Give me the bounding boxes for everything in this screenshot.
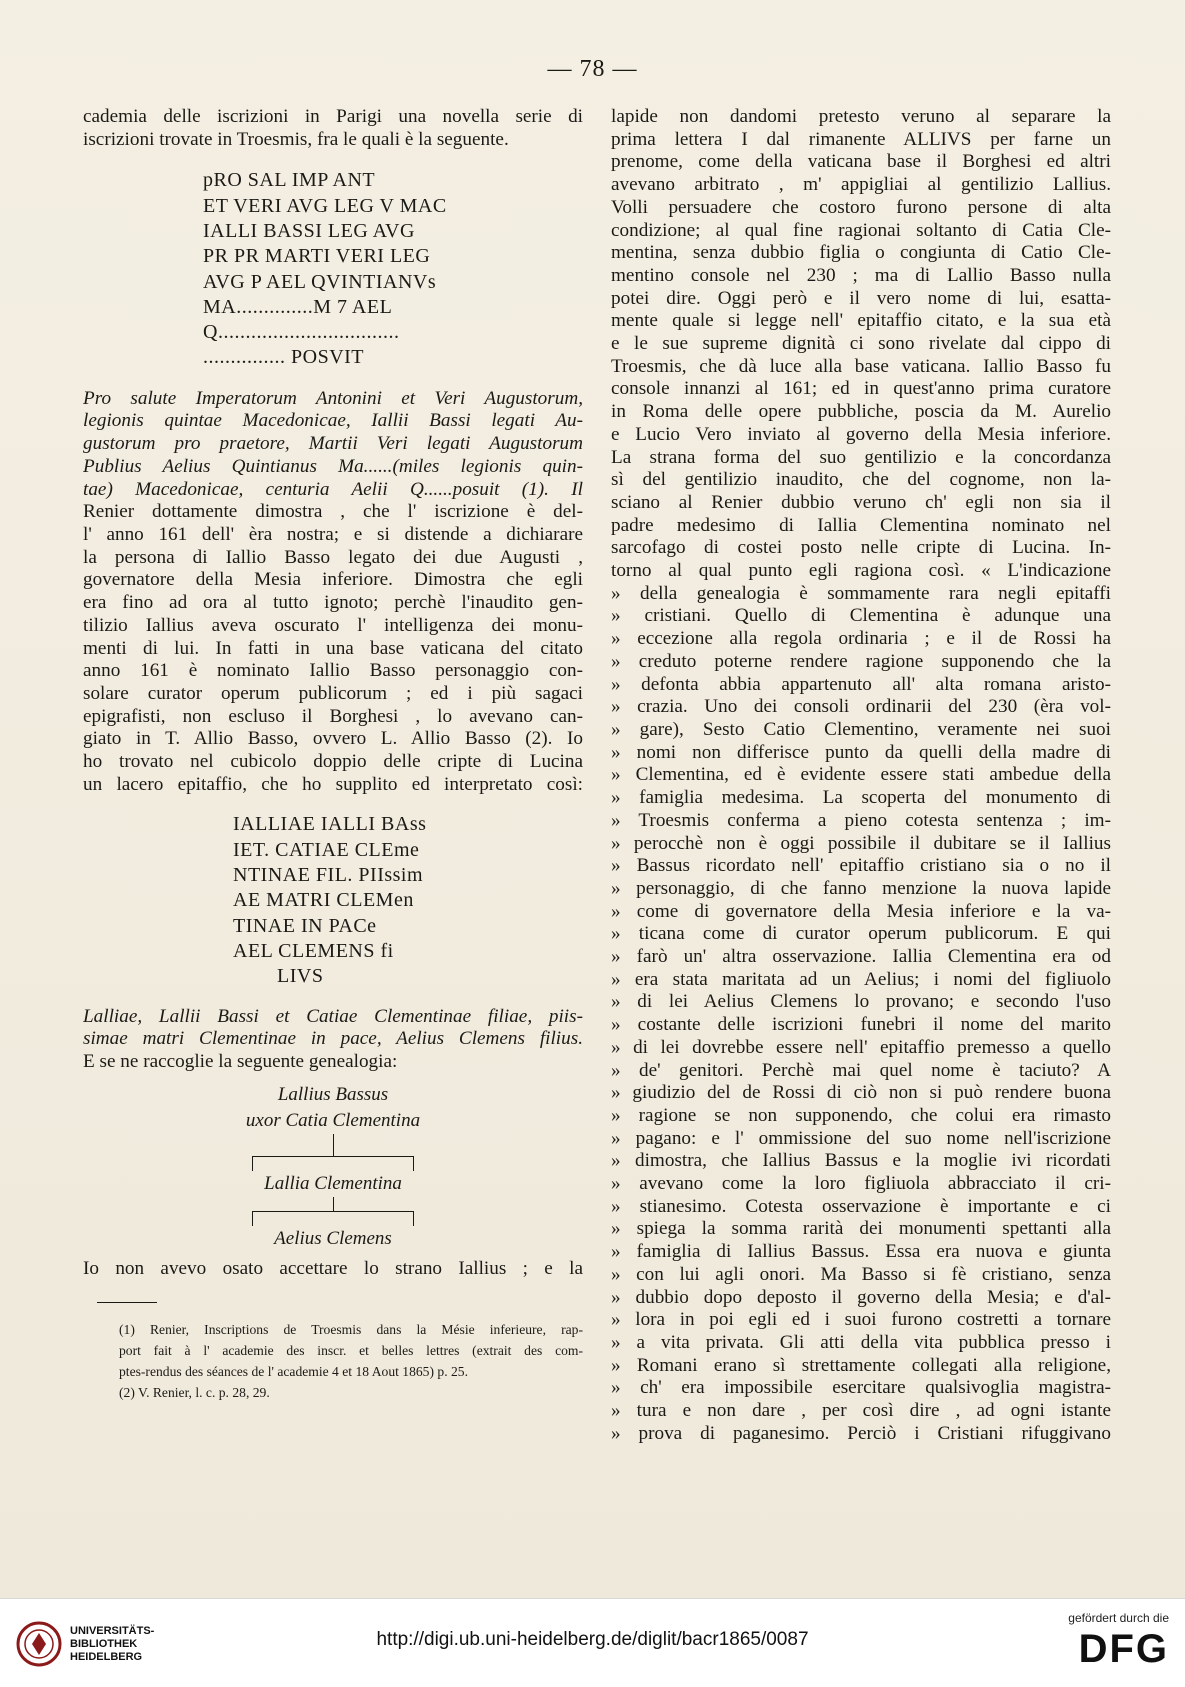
footnote-line: (1) Renier, Inscriptions de Troesmis dans la Mésie inferieure, rap-	[119, 1322, 583, 1338]
body-paragraph	[83, 501, 583, 796]
page-number: — 78 —	[547, 56, 638, 82]
text-line: » era stata maritata ad un Aelius; i nomi del figliuolo	[611, 968, 1111, 990]
text-line: » di lei dovrebbe essere nell' epitaffio premesso a quello	[611, 1036, 1111, 1058]
footnotes	[83, 1319, 583, 1403]
text-line: gustorum pro praetore, Martii Veri legati Augustorum	[83, 433, 583, 455]
genealogy-diagram	[113, 1082, 553, 1252]
text-line: » gare), Sesto Catio Clementino, veramente nei suoi	[611, 718, 1111, 740]
footnote-rule	[97, 1302, 157, 1303]
text-line: e Lucio Vero inviato al governo della Mesia inferiore.	[611, 423, 1111, 445]
library-name: UNIVERSITÄTS- BIBLIOTHEK HEIDELBERG	[70, 1624, 155, 1663]
text-line: » Bassus ricordato nell' epitaffio cristiano sia o no il	[611, 855, 1111, 877]
text-line: ET VERI AVG LEG V MAC	[203, 194, 447, 217]
genealogy-bracket	[252, 1211, 414, 1226]
text-line: sarcofago di costei posto nelle cripte di Lucina. In-	[611, 537, 1111, 559]
digitization-footer	[0, 1598, 1185, 1687]
text-line: mentino console nel 230 ; ma di Lallio Basso nulla	[611, 264, 1111, 286]
text-line: legionis quintae Macedonicae, Iallii Bassi legati Au-	[83, 410, 583, 432]
footnote-line: (2) V. Renier, l. c. p. 28, 29.	[119, 1385, 270, 1401]
inscription-troesmis	[203, 168, 583, 370]
text-line: Troesmis, che dà luce alla base vaticana. Iallio Basso fu	[611, 355, 1111, 377]
text-line: mente quale si legge nell' epitaffio citato, e la sua età	[611, 310, 1111, 332]
genealogy-bracket	[252, 1156, 414, 1171]
text-line: potei dire. Oggi però e il vero nome di lui, esatta-	[611, 287, 1111, 309]
text-line: anno 161 è nominato Iallio Basso personaggio con-	[83, 660, 583, 682]
dfg-logo[interactable]: DFG	[1078, 1627, 1169, 1671]
text-line: La strana forma del suo gentilizio e la concordanza	[611, 446, 1111, 468]
text-line: prima lettera I dal rimanente ALLIVS per farne un	[611, 128, 1111, 150]
text-line: cademia delle iscrizioni in Parigi una novella serie di	[83, 106, 583, 127]
text-line: » di lei Aelius Clemens lo provano; e secondo l'uso	[611, 991, 1111, 1013]
right-column	[611, 106, 1111, 1445]
text-line: Renier dottamente dimostra , che l' iscrizione è del-	[83, 501, 583, 523]
text-line: » personaggio, di che fanno menzione la nuova lapide	[611, 877, 1111, 899]
text-line: tilizio Iallius aveva oscurato l' intelligenza dei monu-	[83, 614, 583, 636]
inscription-lucina	[233, 812, 583, 989]
text-line: Volli persuadere che costoro furono persone di alta	[611, 196, 1111, 218]
text-line: » perocchè non è oggi possibile il dubitare se il Iallius	[611, 832, 1111, 854]
text-line: » nomi non differisce punto da quelli della madre di	[611, 741, 1111, 763]
text-line: menti di lui. In fatti in una base vaticana del citato	[83, 637, 583, 659]
text-line: padre medesimo di Iallia Clementina nominato nel	[611, 514, 1111, 536]
text-line: governatore della Mesia inferiore. Dimostra che egli	[83, 569, 583, 591]
text-line: » famiglia di Iallius Bassus. Essa era nuova e giunta	[611, 1241, 1111, 1263]
source-url[interactable]: http://digi.ub.uni-heidelberg.de/diglit/bacr1865/0087	[376, 1629, 809, 1650]
text-line: e le sue supreme dignità ci sono rivelate dal cippo di	[611, 333, 1111, 355]
text-line: IET. CATIAE CLEme	[233, 838, 420, 861]
text-line: » defonta abbia appartenuto all' alta romana aristo-	[611, 673, 1111, 695]
text-line: un lacero epitaffio, che ho supplito ed interpretato così:	[83, 773, 583, 795]
text-line: » spiega la somma rarità dei monumenti spettanti alla	[611, 1218, 1111, 1240]
text-line: l' anno 161 dell' èra nostra; e si distende a dichiarare	[83, 524, 583, 545]
text-line: AEL CLEMENS fi	[233, 939, 394, 962]
text-line: mentina, senza dubbio figlia o congiunta di Catio Cle-	[611, 242, 1111, 264]
genealogy-grandson: Aelius Clemens	[274, 1227, 392, 1249]
epitaph-translation	[83, 1006, 583, 1074]
text-line: AVG P AEL QVINTIANVs	[203, 270, 437, 293]
text-line: » prova di paganesimo. Perciò i Cristiani rifuggivano	[611, 1422, 1111, 1444]
text-line: tae) Macedonicae, centuria Aelii Q......posuit (1). Il	[83, 478, 583, 500]
footnote-line: ptes-rendus des séances de l' academie 4 et 18 Aout 1865) p. 25.	[119, 1364, 468, 1380]
text-line: MA..............M 7 AEL	[203, 295, 393, 318]
text-line: » tura e non dare , per così dire , ad ogni istante	[611, 1400, 1111, 1422]
text-line: » della genealogia è sommamente rara negli epitaffi	[611, 582, 1111, 604]
text-line: giato in T. Allio Basso, ovvero L. Allio Basso (2). Io	[83, 728, 583, 750]
text-line: » eccezione alla regola ordinaria ; e il de Rossi ha	[611, 628, 1111, 650]
text-line: » a vita privata. Gli atti della vita pubblica presso i	[611, 1331, 1111, 1353]
footnote	[83, 1382, 583, 1403]
inscription-translation	[83, 388, 583, 502]
text-line: ho trovato nel cubicolo doppio delle cripte di Lucina	[83, 751, 583, 773]
text-line: » dimostra, che Iallius Bassus e la moglie ivi ricordati	[611, 1150, 1111, 1172]
text-line: » Troesmis conferma a pieno cotesta sentenza ; im-	[611, 809, 1111, 831]
text-line: avevano arbitrato , m' appigliai al gentilizio Lallius.	[611, 174, 1111, 196]
text-line: » lora in poi egli ed i suoi furono costretti a tornare	[611, 1309, 1111, 1331]
funding-notice	[1068, 1611, 1169, 1671]
text-line: AE MATRI CLEMen	[233, 889, 414, 912]
text-line: » dubbio dopo deposto il governo della Mesia; e d'al-	[611, 1286, 1111, 1308]
text-line: IALLI BASSI LEG AVG	[203, 220, 415, 242]
text-line: » creduto poterne rendere ragione supponendo che la	[611, 650, 1111, 672]
text-line: sì del gentilizio inaudito, che del cognome, non la-	[611, 469, 1111, 491]
text-line: » cristiani. Quello di Clementina è adunque una	[611, 605, 1111, 627]
text-line: in Roma delle opere pubbliche, poscia da M. Aurelio	[611, 401, 1111, 423]
text-line: » crazia. Uno dei consoli ordinarii del 230 (èra vol-	[611, 696, 1111, 718]
text-line: » Romani erano sì strettamente collegati alla religione,	[611, 1354, 1111, 1376]
footnote	[83, 1319, 583, 1382]
genealogy-connector	[333, 1197, 334, 1211]
text-line: lapide non dandomi pretesto veruno al separare la	[611, 106, 1111, 127]
text-line: » pagano: e l' ommissione del suo nome nell'iscrizione	[611, 1127, 1111, 1149]
text-line: sciano al Renier dubbio veruno ch' egli non sia il	[611, 491, 1111, 513]
text-line: NTINAE FIL. PIIssim	[233, 864, 424, 887]
text-line: » de' genitori. Perchè mai quel nome è taciuto? A	[611, 1059, 1111, 1081]
text-line: » ragione se non supponendo, che colui era rimasto	[611, 1104, 1111, 1126]
text-line: iscrizioni trovate in Troesmis, fra le quali è la seguente.	[83, 128, 509, 150]
text-line: » come di governatore della Mesia inferiore e la va-	[611, 900, 1111, 922]
text-line: ............... POSVIT	[203, 346, 365, 369]
text-line: » farò un' altra osservazione. Iallia Clementina era od	[611, 946, 1111, 968]
text-line: » stianesimo. Cotesta osservazione è importante e ci	[611, 1195, 1111, 1217]
text-line: PR PR MARTI VERI LEG	[203, 245, 431, 268]
intro-paragraph	[83, 106, 583, 151]
text-line: » famiglia medesima. La scoperta del monumento di	[611, 787, 1111, 809]
closing-line: Io non avevo osato accettare lo strano Iallius ; e la	[83, 1257, 583, 1279]
text-line: Lalliae, Lallii Bassi et Catiae Clementinae filiae, piis-	[83, 1005, 583, 1027]
text-line: » costante delle iscrizioni funebri il nome del marito	[611, 1014, 1111, 1036]
text-line: » avevano come la loro figliuola abbracciato il cri-	[611, 1173, 1111, 1195]
text-line: prenome, come della vaticana base il Borghesi ed altri	[611, 151, 1111, 173]
text-line: Q.................................	[203, 321, 400, 344]
footnote-line: port fait à l' academie des inscr. et belles lettres (extrait des com-	[119, 1343, 583, 1359]
text-line: torno al qual punto egli ragiona così. « L'indicazione	[611, 560, 1111, 582]
text-line: epigrafisti, non escluso il Borghesi , lo avevano can-	[83, 705, 583, 727]
genealogy-mother: uxor Catia Clementina	[245, 1109, 421, 1131]
text-line: » ch' era impossibile esercitare qualsivoglia magistra-	[611, 1377, 1111, 1399]
left-column	[83, 106, 583, 1403]
text-line: » Clementina, ed è evidente essere stati ambedue della	[611, 764, 1111, 786]
text-line: Pro salute Imperatorum Antonini et Veri Augustorum,	[83, 387, 583, 409]
text-line: era fino ad ora al tutto ignoto; perchè l'inaudito gen-	[83, 592, 583, 614]
text-line: simae matri Clementinae in pace, Aelius Clemens filius.	[83, 1028, 583, 1050]
text-line: » con lui agli onori. Ma Basso si fè cristiano, senza	[611, 1263, 1111, 1285]
text-line: » ticana come di curator operum publicorum. E qui	[611, 923, 1111, 945]
genealogy-father: Lallius Bassus	[277, 1083, 389, 1105]
text-line: pRO SAL IMP ANT	[203, 169, 376, 192]
genealogy-connector	[333, 1134, 334, 1156]
genealogy-daughter: Lallia Clementina	[264, 1172, 402, 1194]
text-line: console innanzi al 161; ed in quest'anno prima curatore	[611, 378, 1111, 400]
text-line: LIVS	[233, 965, 324, 988]
text-line: la persona di Iallio Basso legato dei due Augusti ,	[83, 546, 583, 568]
text-line: » giudizio del de Rossi di ciò non si può rendere buona	[611, 1082, 1111, 1104]
text-line: Publius Aelius Quintianus Ma......(miles legionis quin-	[83, 455, 583, 477]
text-line: condizione; al qual fine ragionai soltanto di Catia Cle-	[611, 219, 1111, 241]
text-line: solare curator operum publicorum ; ed i più sagaci	[83, 682, 583, 704]
text-line: E se ne raccoglie la seguente genealogia:	[83, 1050, 398, 1072]
text-line: TINAE IN PACe	[233, 914, 377, 937]
text-line: IALLIAE IALLI BAss	[233, 813, 427, 836]
funding-caption: gefördert durch die	[1068, 1611, 1169, 1625]
